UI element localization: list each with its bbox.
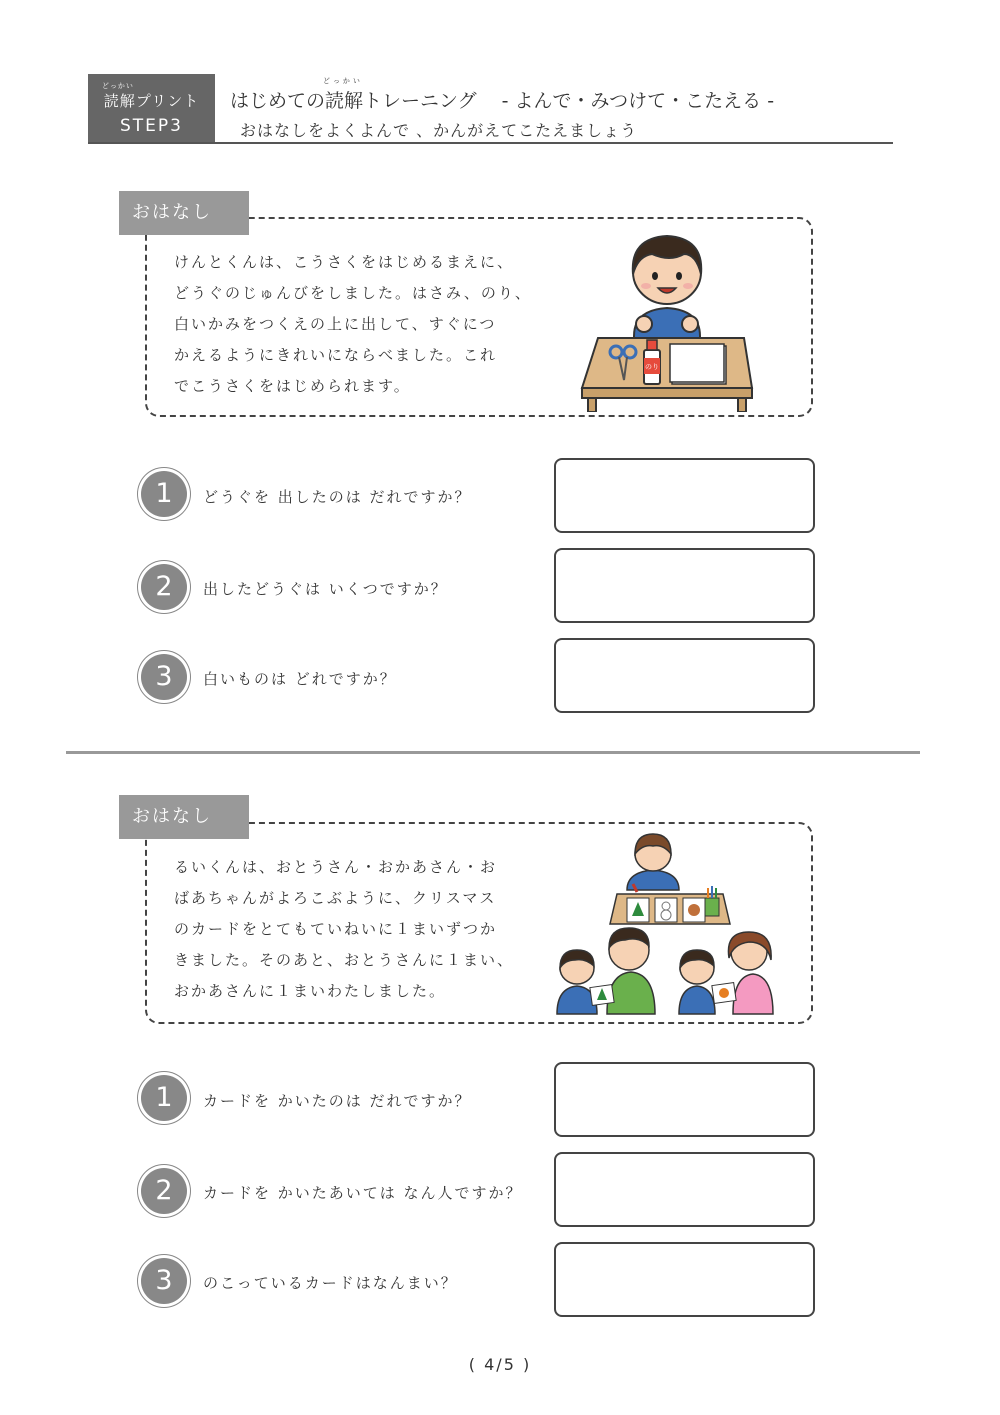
title-ruby: どっかい bbox=[323, 77, 363, 85]
story-line: どうぐのじゅんびをしました。はさみ、のり、 bbox=[174, 284, 532, 302]
glue-icon bbox=[644, 340, 660, 384]
story-label: おはなし bbox=[119, 795, 249, 839]
badge-step: STEP3 bbox=[120, 116, 183, 136]
step-badge bbox=[88, 74, 215, 142]
paper-stack-icon bbox=[670, 344, 726, 384]
question-text: 白いものは どれですか？ bbox=[203, 670, 397, 688]
question-number-badge: 3 bbox=[141, 654, 187, 700]
answer-box[interactable] bbox=[554, 458, 815, 533]
question-number-badge: 1 bbox=[141, 471, 187, 517]
worksheet-instruction: おはなしをよくよんで 、かんがえてこたえましょう bbox=[240, 121, 638, 140]
answer-box[interactable] bbox=[554, 548, 815, 623]
story-line: のカードをとてもていねいに１まいずつか bbox=[174, 920, 498, 938]
question-number-badge: 2 bbox=[141, 564, 187, 610]
question-text: のこっているカードはなんまい？ bbox=[203, 1274, 458, 1292]
story-line: きました。そのあと、おとうさんに１まい、 bbox=[174, 951, 515, 969]
badge-title: 読解プリント bbox=[103, 92, 200, 110]
question-number-badge: 1 bbox=[141, 1075, 187, 1121]
story-label: おはなし bbox=[119, 191, 249, 235]
badge-ruby: どっかい bbox=[102, 82, 134, 90]
story-line: おかあさんに１まいわたしました。 bbox=[174, 982, 447, 1000]
christmas-cards-illustration bbox=[555, 828, 787, 1018]
boy-at-desk-illustration bbox=[578, 224, 756, 412]
question-number-badge: 3 bbox=[141, 1258, 187, 1304]
story-line: ばあちゃんがよろこぶように、クリスマス bbox=[174, 889, 497, 907]
worksheet-title: はじめての読解トレーニング - よんで・みつけて・こたえる - bbox=[230, 90, 775, 112]
question-text: カードを かいたあいては なん人ですか？ bbox=[203, 1184, 523, 1202]
page-number: ( 4/5 ) bbox=[468, 1355, 532, 1374]
story-line: 白いかみをつくえの上に出して、すぐにつ bbox=[174, 315, 497, 333]
section-divider bbox=[66, 751, 920, 754]
story-line: かえるようにきれいにならべました。これ bbox=[174, 346, 498, 364]
glue-label: のり bbox=[645, 363, 659, 371]
answer-box[interactable] bbox=[554, 1242, 815, 1317]
story-line: けんとくんは、こうさくをはじめるまえに、 bbox=[174, 253, 515, 271]
question-text: カードを かいたのは だれですか？ bbox=[203, 1092, 472, 1110]
question-text: どうぐを 出したのは だれですか？ bbox=[203, 488, 472, 506]
story-line: でこうさくをはじめられます。 bbox=[174, 377, 411, 395]
question-text: 出したどうぐは いくつですか？ bbox=[203, 580, 448, 598]
story-line: るいくんは、おとうさん・おかあさん・お bbox=[174, 858, 498, 876]
answer-box[interactable] bbox=[554, 638, 815, 713]
question-number-badge: 2 bbox=[141, 1168, 187, 1214]
answer-box[interactable] bbox=[554, 1152, 815, 1227]
worksheet-header bbox=[88, 74, 893, 144]
answer-box[interactable] bbox=[554, 1062, 815, 1137]
